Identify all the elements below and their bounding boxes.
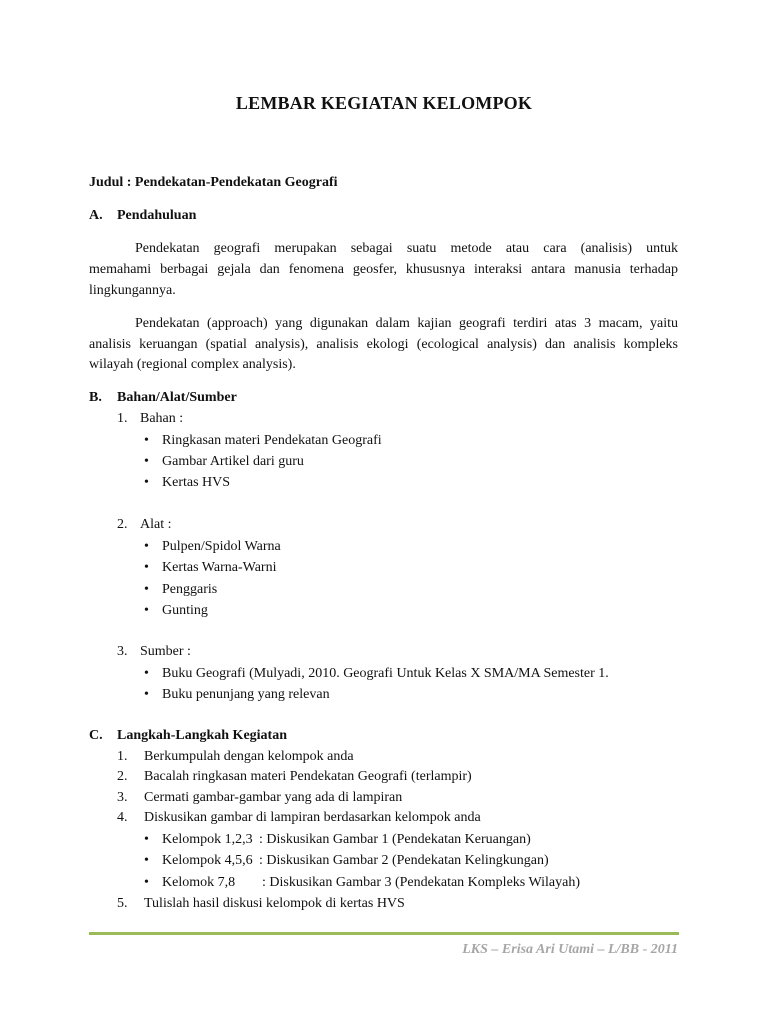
bullet-icon: •	[144, 560, 149, 575]
bahan-label: Bahan :	[140, 411, 184, 426]
bullet-icon: •	[144, 539, 149, 554]
page-title: LEMBAR KEGIATAN KELOMPOK	[235, 93, 533, 113]
alat-item: Gunting	[162, 603, 208, 618]
step-text: Berkumpulah dengan kelompok anda	[144, 749, 354, 764]
alat-num: 2.	[117, 517, 128, 532]
sub-item-group: Kelompok 4,5,6	[162, 853, 253, 868]
alat-label: Alat :	[140, 517, 172, 532]
bullet-icon: •	[144, 832, 149, 847]
bahan-item: Gambar Artikel dari guru	[162, 454, 304, 469]
bahan-item: Ringkasan materi Pendekatan Geografi	[162, 433, 382, 448]
section-a-heading: Pendahuluan	[117, 208, 197, 223]
bahan-num: 1.	[117, 411, 128, 426]
step-num: 1.	[117, 749, 128, 764]
section-a-p2-line1: Pendekatan (approach) yang digunakan dalam kajian geografi terdiri atas 3 macam, yaitu	[135, 316, 678, 331]
bullet-icon: •	[144, 666, 149, 681]
sub-item-desc: : Diskusikan Gambar 3 (Pendekatan Kompleks Wilayah)	[262, 875, 580, 890]
section-b-letter: B.	[89, 390, 102, 405]
step-text: Bacalah ringkasan materi Pendekatan Geografi (terlampir)	[144, 769, 472, 784]
judul: Judul : Pendekatan-Pendekatan Geografi	[89, 175, 338, 190]
bullet-icon: •	[144, 582, 149, 597]
section-a-p2-line3: wilayah (regional complex analysis).	[89, 357, 296, 372]
step-num: 3.	[117, 790, 128, 805]
step-text: Diskusikan gambar di lampiran berdasarkan kelompok anda	[144, 810, 481, 825]
sub-item-group: Kelomok 7,8	[162, 875, 236, 890]
section-b-heading: Bahan/Alat/Sumber	[117, 390, 237, 405]
bullet-icon: •	[144, 875, 149, 890]
section-a-p1-line1: Pendekatan geografi merupakan sebagai suatu metode atau cara (analisis) untuk	[135, 241, 678, 256]
section-a-p1-line3: lingkungannya.	[89, 283, 176, 298]
sumber-num: 3.	[117, 644, 128, 659]
bullet-icon: •	[144, 454, 149, 469]
sub-item-desc: : Diskusikan Gambar 2 (Pendekatan Kelingkungan)	[259, 853, 549, 868]
step-num: 4.	[117, 810, 128, 825]
bullet-icon: •	[144, 853, 149, 868]
footer-text: LKS – Erisa Ari Utami – L/BB - 2011	[462, 942, 678, 957]
sumber-item: Buku penunjang yang relevan	[162, 687, 330, 702]
bullet-icon: •	[144, 433, 149, 448]
sub-item-group: Kelompok 1,2,3	[162, 832, 253, 847]
section-a-letter: A.	[89, 208, 103, 223]
alat-item: Pulpen/Spidol Warna	[162, 539, 281, 554]
sumber-label: Sumber :	[140, 644, 191, 659]
bahan-item: Kertas HVS	[162, 475, 231, 490]
section-a-p2-line2: analisis keruangan (spatial analysis), analisis ekologi (ecological analysis) dan analisis kompleks	[89, 337, 678, 352]
footer-rule	[89, 932, 679, 935]
section-c-heading: Langkah-Langkah Kegiatan	[117, 728, 287, 743]
bullet-icon: •	[144, 475, 149, 490]
step-num: 5.	[117, 896, 128, 911]
alat-item: Kertas Warna-Warni	[162, 560, 277, 575]
alat-item: Penggaris	[162, 582, 218, 597]
section-c-letter: C.	[89, 728, 103, 743]
step-text: Cermati gambar-gambar yang ada di lampiran	[144, 790, 403, 805]
bullet-icon: •	[144, 603, 149, 618]
sub-item-desc: : Diskusikan Gambar 1 (Pendekatan Keruangan)	[259, 832, 531, 847]
section-a-p1-line2: memahami berbagai gejala dan fenomena geosfer, khususnya interaksi antara manusia terhadap	[89, 262, 678, 277]
step-text: Tulislah hasil diskusi kelompok di kertas HVS	[144, 896, 405, 911]
step-num: 2.	[117, 769, 128, 784]
bullet-icon: •	[144, 687, 149, 702]
sumber-item: Buku Geografi (Mulyadi, 2010. Geografi Untuk Kelas X SMA/MA Semester 1.	[162, 666, 609, 681]
